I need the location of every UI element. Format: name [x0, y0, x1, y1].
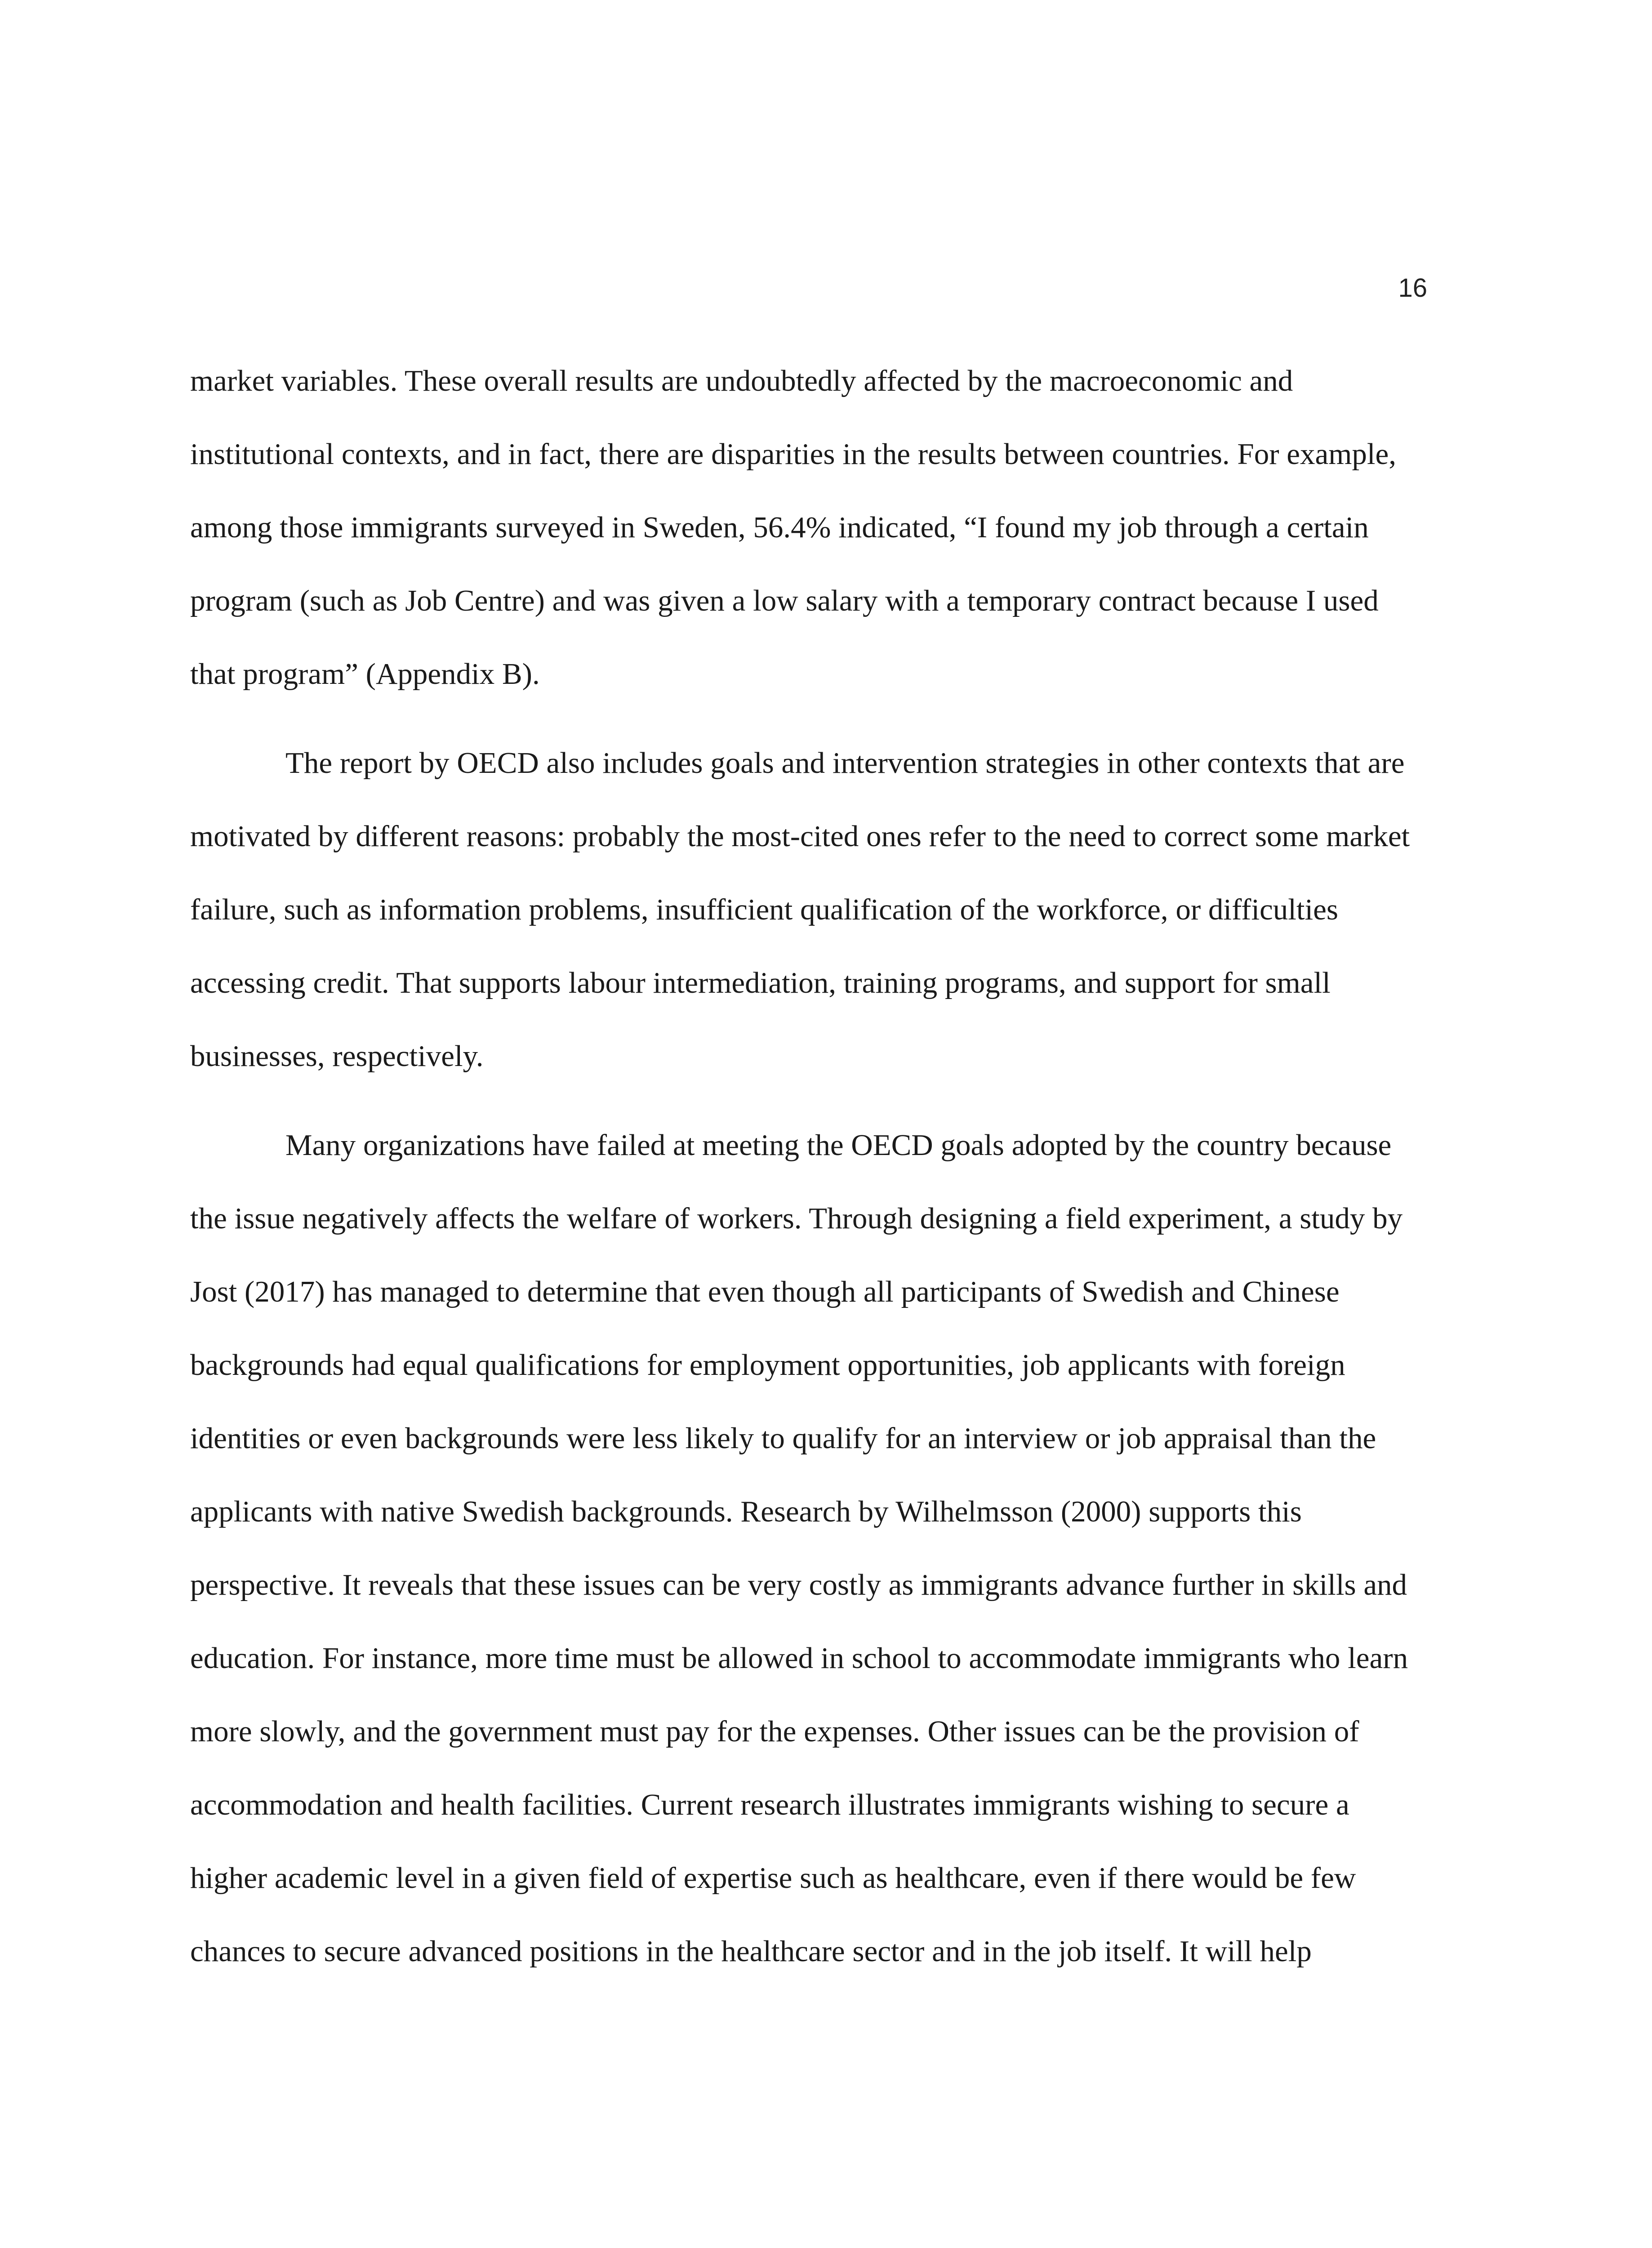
paragraph-3-line-3: Jost (2017) has managed to determine that even though all participants of Swedish and Chinese — [190, 1275, 1340, 1308]
paragraph-3-line-5: identities or even backgrounds were less likely to qualify for an interview or job appraisal than the — [190, 1422, 1376, 1455]
paragraph-3-line-6: applicants with native Swedish backgrounds. Research by Wilhelmsson (2000) supports this — [190, 1495, 1302, 1528]
paragraph-1-line-5: that program” (Appendix B). — [190, 657, 540, 691]
paragraph-3-line-1: Many organizations have failed at meeting the OECD goals adopted by the country because — [285, 1128, 1392, 1162]
paragraph-3-line-8: education. For instance, more time must be allowed in school to accommodate immigrants who learn — [190, 1641, 1408, 1675]
paragraph-3-line-9: more slowly, and the government must pay for the expenses. Other issues can be the provision of — [190, 1715, 1359, 1748]
paragraph-2-line-2: motivated by different reasons: probably the most-cited ones refer to the need to correct some market — [190, 820, 1410, 853]
page-number: 16 — [1398, 273, 1427, 303]
paragraph-3-line-7: perspective. It reveals that these issues can be very costly as immigrants advance further in skills and — [190, 1568, 1407, 1601]
paragraph-2-line-4: accessing credit. That supports labour intermediation, training programs, and support for small — [190, 966, 1331, 999]
paragraph-1-line-1: market variables. These overall results are undoubtedly affected by the macroeconomic and — [190, 364, 1293, 397]
paragraph-3-line-4: backgrounds had equal qualifications for employment opportunities, job applicants with foreign — [190, 1348, 1345, 1382]
paragraph-2-line-3: failure, such as information problems, insufficient qualification of the workforce, or difficulties — [190, 893, 1338, 926]
paragraph-1-line-4: program (such as Job Centre) and was given a low salary with a temporary contract because I used — [190, 584, 1379, 617]
paragraph-3-line-2: the issue negatively affects the welfare of workers. Through designing a field experiment, a study by — [190, 1202, 1403, 1235]
paragraph-3-line-12: chances to secure advanced positions in the healthcare sector and in the job itself. It will help — [190, 1935, 1312, 1968]
paragraph-1-line-2: institutional contexts, and in fact, there are disparities in the results between countries. For example, — [190, 437, 1396, 471]
paragraph-2-line-5: businesses, respectively. — [190, 1039, 484, 1073]
paragraph-2-line-1: The report by OECD also includes goals and intervention strategies in other contexts that are — [285, 746, 1405, 780]
paragraph-1-line-3: among those immigrants surveyed in Sweden, 56.4% indicated, “I found my job through a certain — [190, 511, 1369, 544]
paragraph-3-line-10: accommodation and health facilities. Current research illustrates immigrants wishing to secure a — [190, 1788, 1349, 1821]
paragraph-3-line-11: higher academic level in a given field of expertise such as healthcare, even if there would be few — [190, 1861, 1356, 1895]
